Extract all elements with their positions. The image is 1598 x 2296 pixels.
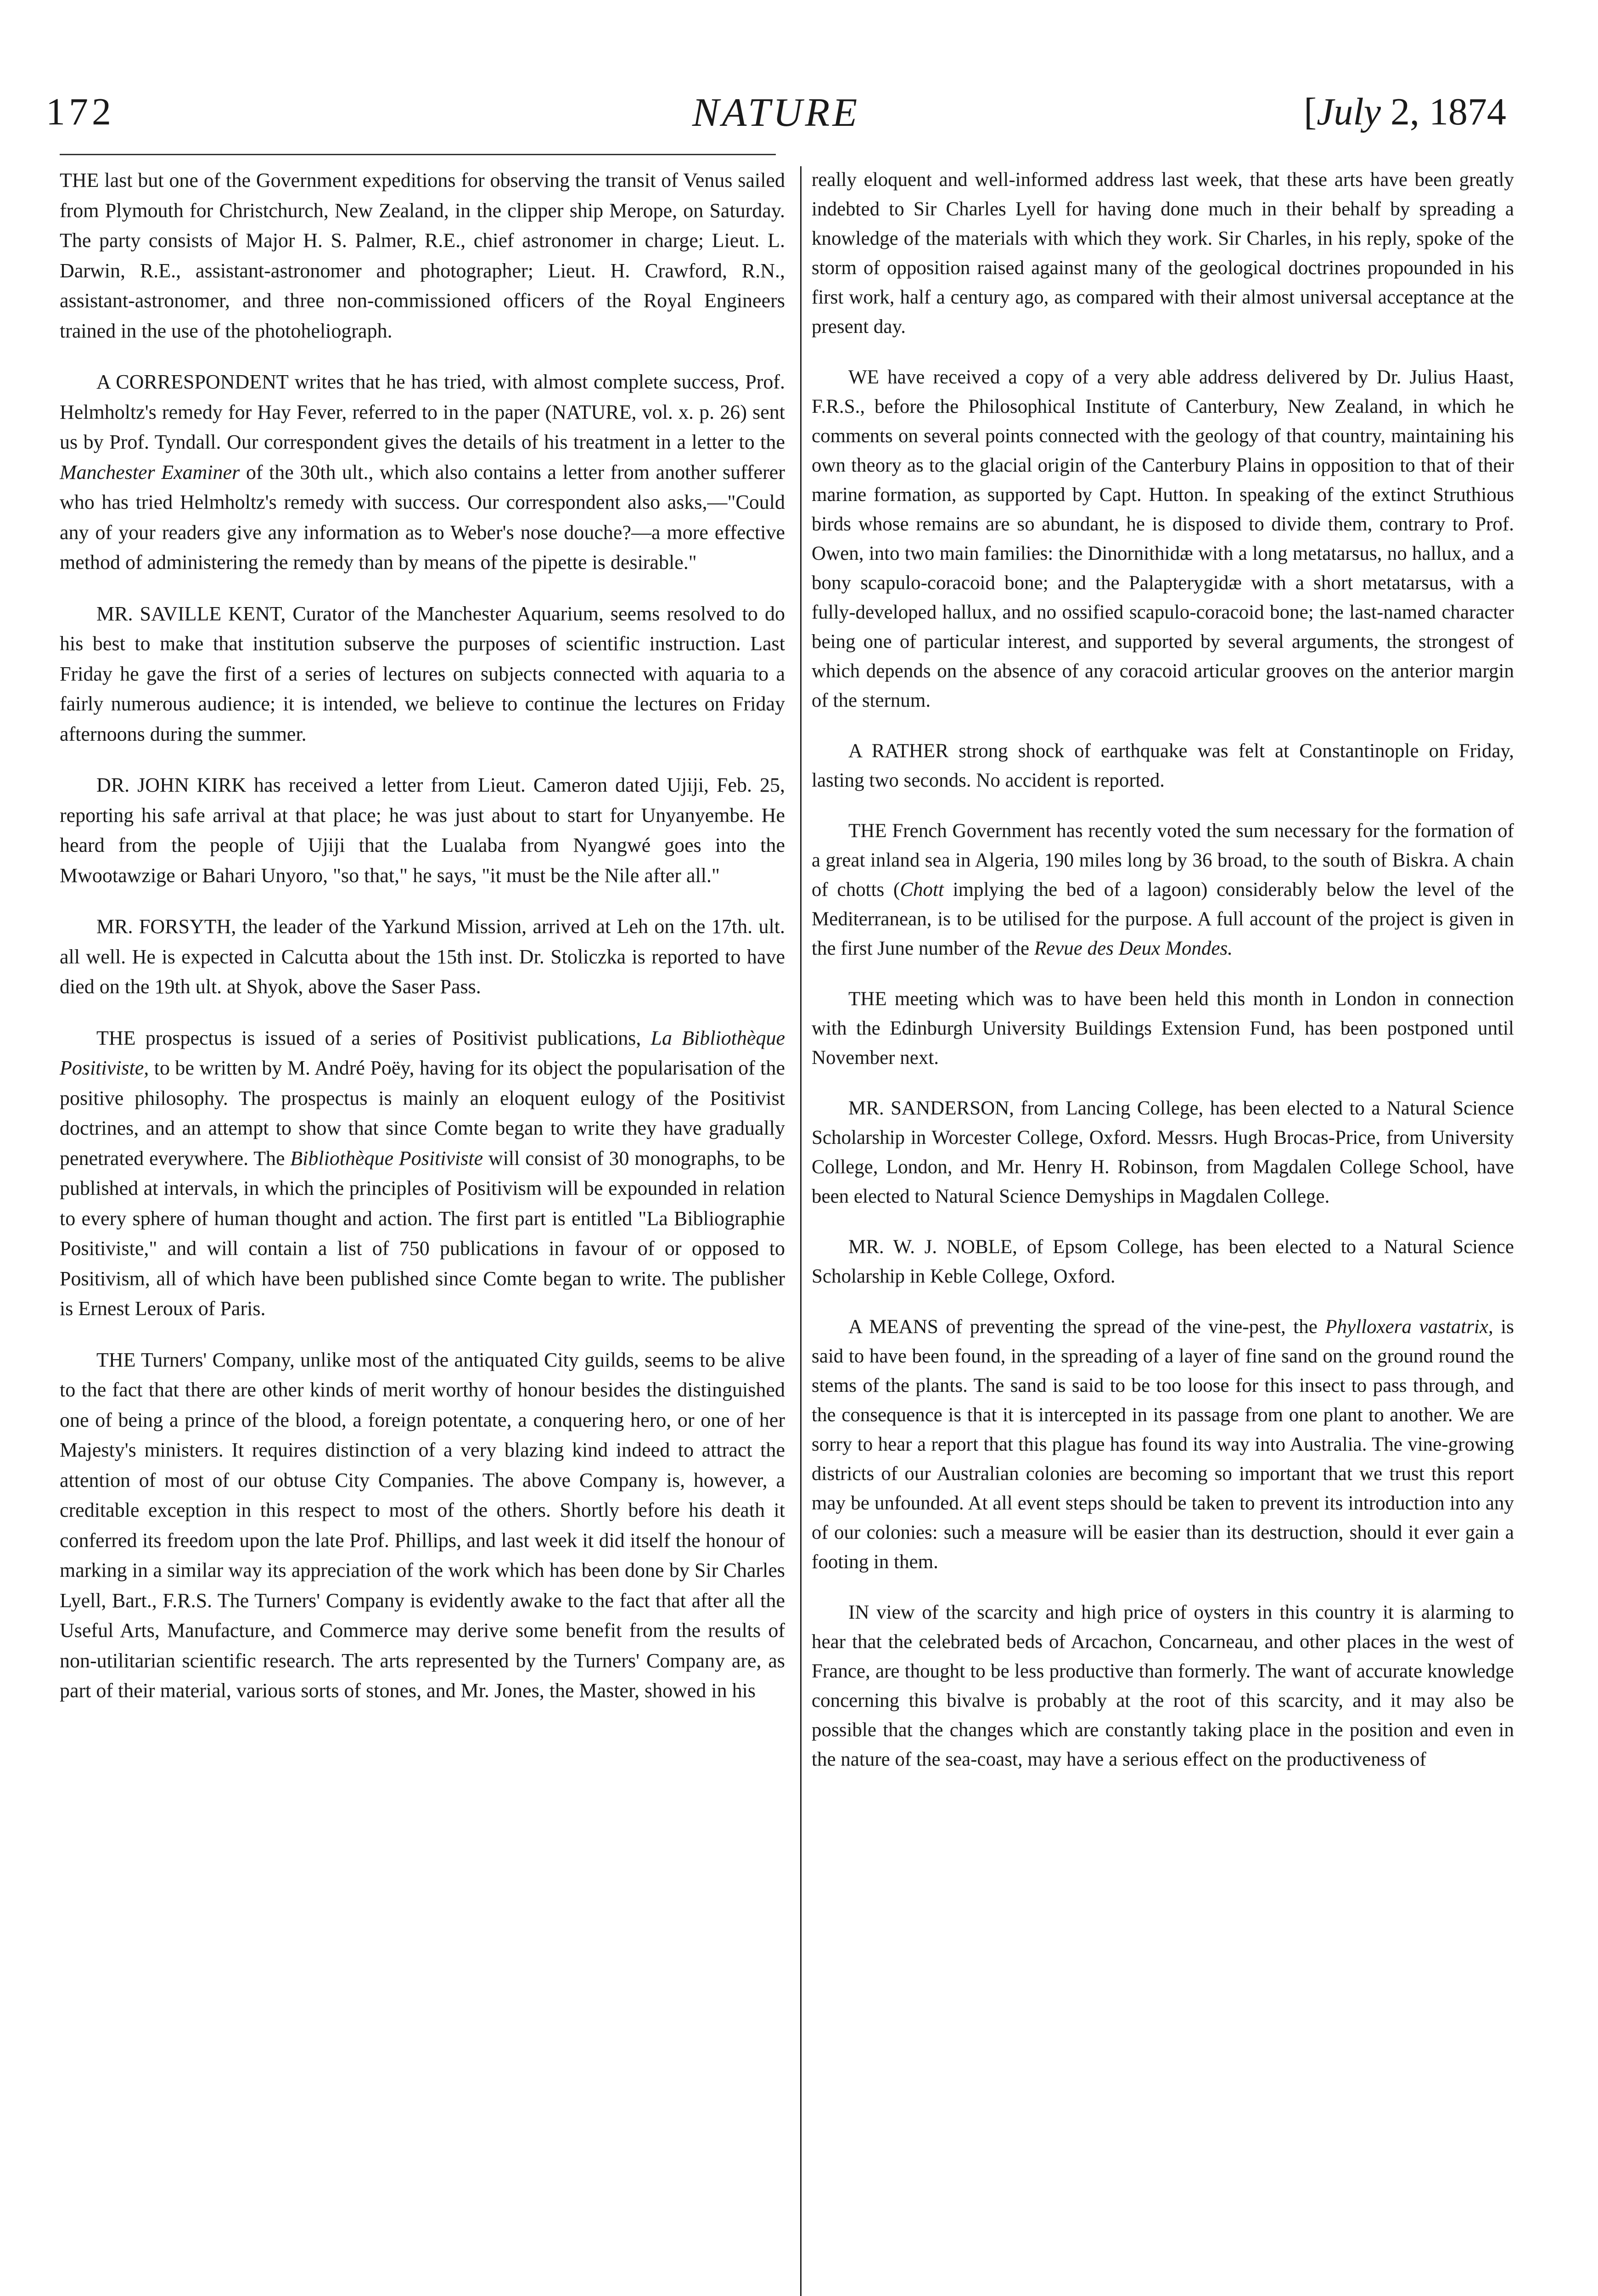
paragraph-italic: Chott xyxy=(900,879,944,900)
issue-day-year: 2, 1874 xyxy=(1391,90,1506,133)
paragraph-algeria-sea xyxy=(812,816,1514,963)
paragraph-lead: IN xyxy=(848,1602,869,1623)
page-header xyxy=(46,80,1506,140)
paragraph-text: the leader of the Yarkund Mission, arrived at Leh on the 17th. ult. all well. He is expected in Calcutta about the 15th inst. Dr. Stoliczka is reported to have died on the 19th ult. at Shyok, above the Saser Pass. xyxy=(60,915,785,998)
paragraph-text: is said to have been found, in the spreading of a layer of fine sand on the ground round the stems of the plants. The sand is said to be too loose for this insect to pass through, and the consequence is that it is intercepted in its passage from one plant to another. We are sorry to hear a report that this plague has found its way into Australia. The vine-growing districts of our Australian colonies are becoming so important that we trust this report may be unfounded. At all event steps should be taken to prevent its introduction into any of our colonies: such a measure will be easier than its destruction, should it ever gain a footing in them. xyxy=(812,1316,1514,1573)
paragraph-earthquake xyxy=(812,737,1514,795)
paragraph-italic: La Bibliothèque Positiviste, xyxy=(60,1026,785,1079)
paragraph-text: implying the bed of a lagoon) considerably below the level of the Mediterranean, is to be utilised for the purpose. A full account of the project is given in the first June number of the xyxy=(812,879,1514,959)
paragraph-text: to be written by M. André Poëy, having for its object the popularisation of the positive philosophy. The prospectus is mainly an eloquent eulogy of the Positivist doctrines, and an attempt to show that since Comte began to write they have gradually penetrated everywhere. The xyxy=(60,1057,785,1170)
paragraph-sanderson xyxy=(812,1094,1514,1211)
paragraph-haast xyxy=(812,363,1514,715)
paragraph-text: meeting which was to have been held this month in London in connection with the Edinburgh University Buildings Extension Fund, has been postponed until November next. xyxy=(812,988,1514,1069)
paragraph-edinburgh-meeting xyxy=(812,985,1514,1073)
paragraph-italic: Revue des Deux Mondes. xyxy=(1034,938,1233,959)
paragraph-text: writes that he has tried, with almost complete success, Prof. Helmholtz's remedy for Hay Fever, referred to in the paper (NATURE, vol. x. p. 26) sent us by Prof. Tyndall. Our correspondent gives the details of his treatment in a letter to the xyxy=(60,371,785,453)
paragraph-oysters xyxy=(812,1598,1514,1774)
paragraph-lead: THE xyxy=(848,820,887,842)
paragraph-text: of the 30th ult., which also contains a letter from another sufferer who has tried Helmholtz's remedy with success. Our correspondent also asks,—"Could any of your readers give any information as to Weber's nose douche?—a more effective method of administering the remedy than by means of the pipette is desirable." xyxy=(60,461,785,574)
left-column xyxy=(60,165,785,1727)
paragraph-forsyth xyxy=(60,912,785,1002)
paragraph-italic: Phylloxera vastatrix, xyxy=(1325,1316,1493,1338)
paragraph-lead: A CORRESPONDENT xyxy=(96,371,289,393)
paragraph-hay-fever xyxy=(60,367,785,578)
paragraph-text: of preventing the spread of the vine-pest, the xyxy=(938,1316,1325,1338)
page-number: 172 xyxy=(46,90,115,133)
paragraph-lead: DR. JOHN KIRK xyxy=(96,774,247,796)
paragraph-turners-company xyxy=(60,1345,785,1706)
paragraph-john-kirk xyxy=(60,770,785,890)
paragraph-text: prospectus is issued of a series of Positivist publications, xyxy=(135,1026,651,1049)
header-rule xyxy=(60,154,776,155)
issue-month: July xyxy=(1317,90,1381,133)
paragraph-italic: Manchester Examiner xyxy=(60,461,240,484)
paragraph-lead: MR. FORSYTH, xyxy=(96,915,236,938)
paragraph-text: have received a copy of a very able address delivered by Dr. Julius Haast, F.R.S., before the Philosophical Institute of Canterbury, New Zealand, in which he comments on several points connected with the geology of that country, maintaining his own theory as to the glacial origin of the Canterbury Plains in opposition to that of their marine formation, as supported by Capt. Hutton. In speaking of the extinct Struthious birds whose remains are so abundant, he is disposed to divide them, contrary to Prof. Owen, into two main families: the Dinornithidæ with a long metatarsus, no hallux, and a bony scapulo-coracoid bone; and the Palapterygidæ with a short metatarsus, with a fully-developed hallux, and no ossified scapulo-coracoid bone; the last-named character being one of particular interest, and supported by several arguments, the strongest of which depends on the absence of any coracoid articular grooves on the anterior margin of the sternum. xyxy=(812,366,1514,711)
paragraph-lead: MR. W. J. NOBLE, xyxy=(848,1236,1017,1258)
paragraph-lead: THE xyxy=(96,1348,136,1371)
paragraph-lead: A MEANS xyxy=(848,1316,938,1338)
paragraph-venus-expedition xyxy=(60,165,785,346)
paragraph-text: strong shock of earthquake was felt at Constantinople on Friday, lasting two seconds. No accident is reported. xyxy=(812,740,1514,791)
paragraph-lead: THE xyxy=(848,988,887,1010)
paragraph-lead: A RATHER xyxy=(848,740,949,762)
paragraph-italic: Bibliothèque Positiviste xyxy=(290,1147,483,1170)
column-divider xyxy=(800,166,802,2296)
paragraph-text: French Government has recently voted the sum necessary for the formation of a great inland sea in Algeria, 190 miles long by 36 broad, to the south of Biskra. A chain of chotts ( xyxy=(812,820,1514,900)
paragraph-lead: WE xyxy=(848,366,879,388)
paragraph-lead: MR. SANDERSON, xyxy=(848,1097,1014,1119)
paragraph-text: has received a letter from Lieut. Cameron dated Ujiji, Feb. 25, reporting his safe arrival at that place; he was just about to start for Unyanyembe. He heard from the people of Ujiji that the Lualaba from Nyangwé goes into the Mwootawzige or Bahari Unyoro, "so that," he says, "it must be the Nile after all." xyxy=(60,774,785,887)
journal-title: NATURE xyxy=(692,90,860,135)
paragraph-phylloxera xyxy=(812,1312,1514,1577)
right-column xyxy=(812,165,1514,1795)
paragraph-text: will consist of 30 monographs, to be published at intervals, in which the principles of Positivism will be expounded in relation to every sphere of human thought and action. The first part is entitled "La Bibliographie Positiviste," and will contain a list of 750 publications in favour of or opposed to Positivism, all of which have been published since Comte began to write. The publisher is Ernest Leroux of Paris. xyxy=(60,1147,785,1320)
paragraph-text: of Epsom College, has been elected to a Natural Science Scholarship in Keble College, Oxford. xyxy=(812,1236,1514,1287)
paragraph-saville-kent xyxy=(60,599,785,749)
paragraph-lead: MR. SAVILLE KENT, xyxy=(96,602,286,625)
paragraph-text: really eloquent and well-informed address last week, that these arts have been greatly indebted to Sir Charles Lyell for having done much in their behalf by spreading a knowledge of the materials with which they work. Sir Charles, in his reply, spoke of the storm of opposition raised against many of the geological doctrines propounded in his first work, half a century ago, as compared with their almost universal acceptance at the present day. xyxy=(812,169,1514,338)
paragraph-text: Curator of the Manchester Aquarium, seems resolved to do his best to make that institution subserve the purposes of scientific instruction. Last Friday he gave the first of a series of lectures on subjects connected with aquaria to a fairly numerous audience; it is intended, we believe to continue the lectures on Friday afternoons during the summer. xyxy=(60,602,785,745)
paragraph-lead: THE xyxy=(96,1026,136,1049)
paragraph-text: from Lancing College, has been elected to a Natural Science Scholarship in Worcester College, Oxford. Messrs. Hugh Brocas-Price, from University College, London, and Mr. Henry H. Robinson, from Magdalen College School, have been elected to Natural Science Demyships in Magdalen College. xyxy=(812,1097,1514,1207)
paragraph-positivist xyxy=(60,1023,785,1324)
paragraph-text: Turners' Company, unlike most of the antiquated City guilds, seems to be alive to the fact that there are other kinds of merit worthy of honour besides the distinguished one of being a prince of the blood, a foreign potentate, a conquering hero, or one of her Majesty's ministers. It requires distinction of a very blazing kind indeed to attract the attention of most of our obtuse City Companies. The above Company is, however, a creditable exception in this respect to most of the others. Shortly before his death it conferred its freedom upon the late Prof. Phillips, and last week it did itself the honour of marking in a similar way its appreciation of the work which has been done by Sir Charles Lyell, Bart., F.R.S. The Turners' Company is evidently awake to the fact that after all the Useful Arts, Manufacture, and Commerce may derive some benefit from the results of non-utilitarian scientific research. The arts represented by the Turners' Company are, as part of their material, various sorts of stones, and Mr. Jones, the Master, showed in his xyxy=(60,1348,785,1702)
paragraph-noble xyxy=(812,1232,1514,1291)
paragraph-lyell-continued xyxy=(812,165,1514,342)
paragraph-text: THE last but one of the Government expeditions for observing the transit of Venus sailed from Plymouth for Christchurch, New Zealand, in the clipper ship Merope, on Saturday. The party consists of Major H. S. Palmer, R.E., chief astronomer in charge; Lieut. L. Darwin, R.E., assistant-astronomer and photographer; Lieut. H. Crawford, R.N., assistant-astronomer, and three non-commissioned officers of the Royal Engineers trained in the use of the photoheliograph. xyxy=(60,169,785,342)
issue-date: [July 2, 1874 xyxy=(1304,90,1506,133)
paragraph-text: view of the scarcity and high price of oysters in this country it is alarming to hear that the celebrated beds of Arcachon, Concarneau, and other places in the west of France, are thought to be less productive than formerly. The want of accurate knowledge concerning this bivalve is probably at the root of this scarcity, and it may also be possible that the changes which are constantly taking place in the position and even in the nature of the sea-coast, may have a serious effect on the productiveness of xyxy=(812,1602,1514,1770)
